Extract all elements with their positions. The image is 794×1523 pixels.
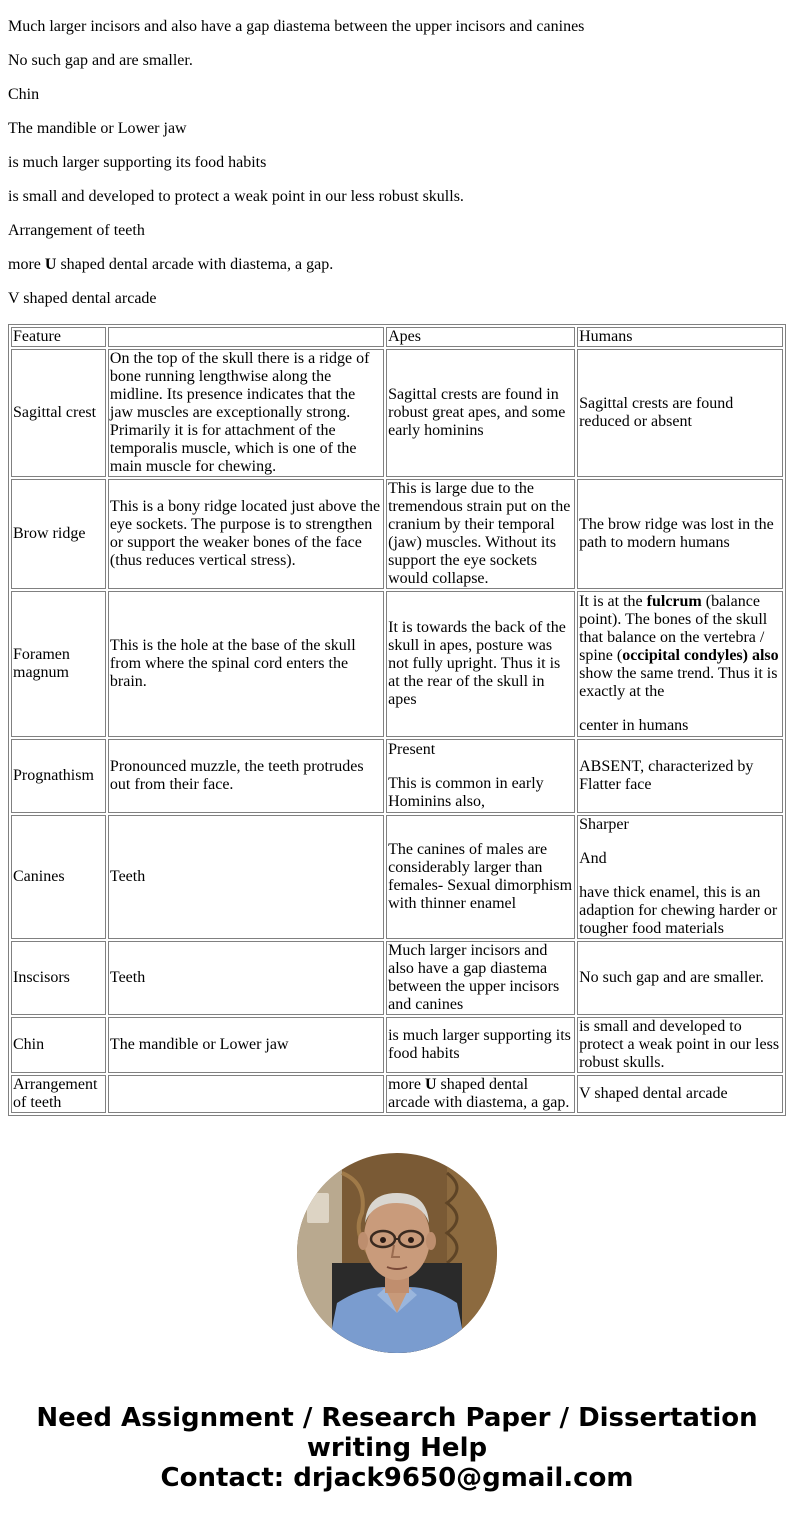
help-banner [0, 1403, 794, 1493]
author-photo [297, 1153, 497, 1353]
text-run: more [8, 256, 45, 273]
cell-apes: Sagittal crests are found in robust great apes, and some early hominins [386, 349, 575, 477]
table-row [11, 1017, 783, 1073]
cell-description: Teeth [108, 941, 384, 1015]
cell-description: This is a bony ridge located just above the eye sockets. The purpose is to strengthen or support the weaker bones of the face (thus reduces vertical stress). [108, 479, 384, 589]
contact-line: Contact: drjack9650@gmail.com [160, 1463, 634, 1493]
text-run: shaped dental arcade with diastema, a gap. [56, 256, 334, 273]
cell-description [108, 1075, 384, 1113]
table-row [11, 349, 783, 477]
text-run: And [579, 850, 607, 867]
text-run: more [388, 1076, 425, 1093]
bold-text: U [424, 1076, 437, 1093]
cell-apes: is much larger supporting its food habits [386, 1017, 575, 1073]
cell-description: This is the hole at the base of the skull from where the spinal cord enters the brain. [108, 591, 384, 737]
bold-text: U [44, 256, 57, 273]
text-run: (balance point). The bones of the skull that balance on the vertebra / spine ( [579, 593, 768, 664]
cell-apes: This is large due to the tremendous strain put on the cranium by their temporal (jaw) muscles. Without its support the eye sockets would collapse. [386, 479, 575, 589]
author-avatar [297, 1153, 497, 1353]
comparison-table [8, 324, 786, 1116]
cell-humans: Sagittal crests are found reduced or absent [577, 349, 783, 477]
intro-line: Much larger incisors and also have a gap diastema between the upper incisors and canines [8, 18, 585, 35]
text-run: show the same trend. Thus it is exactly at the [579, 665, 778, 700]
table-row [11, 1075, 783, 1113]
cell-apes: It is towards the back of the skull in apes, posture was not fully upright. Thus it is at the rear of the skull in apes [386, 591, 575, 737]
cell-apes: The canines of males are considerably larger than females- Sexual dimorphism with thinner enamel [386, 815, 575, 939]
text-run: have thick enamel, this is an adaption for chewing harder or tougher food materials [579, 884, 778, 937]
cell-description: Teeth [108, 815, 384, 939]
header-description [108, 327, 384, 347]
cell-feature: Chin [11, 1017, 106, 1073]
intro-u-line [8, 256, 786, 274]
cell-apes [386, 739, 575, 813]
cell-description: Pronounced muzzle, the teeth protrudes out from their face. [108, 739, 384, 813]
text-run: It is at the [579, 593, 647, 610]
cell-feature: Sagittal crest [11, 349, 106, 477]
intro-line: Arrangement of teeth [8, 222, 145, 239]
bold-text: occipital condyles) also [622, 647, 779, 664]
cell-humans: V shaped dental arcade [577, 1075, 783, 1113]
cell-humans [577, 591, 783, 737]
cell-feature: Inscisors [11, 941, 106, 1015]
article-content [8, 0, 786, 1116]
table-row [11, 479, 783, 589]
table-header-row [11, 327, 783, 347]
cell-feature: Brow ridge [11, 479, 106, 589]
text-run: This is common in early Hominins also, [388, 775, 544, 810]
cell-humans: ABSENT, characterized by Flatter face [577, 739, 783, 813]
cell-feature: Arrangement of teeth [11, 1075, 106, 1113]
text-run: center in humans [579, 717, 689, 734]
cell-humans: No such gap and are smaller. [577, 941, 783, 1015]
header-feature: Feature [11, 327, 106, 347]
cell-description: On the top of the skull there is a ridge of bone running lengthwise along the midline. Its presence indicates that the jaw muscles are exceptionally strong. Primarily it is for attachment of the temporalis muscle, which is one of the main muscle for chewing. [108, 349, 384, 477]
cell-description: The mandible or Lower jaw [108, 1017, 384, 1073]
table-row [11, 941, 783, 1015]
intro-line: V shaped dental arcade [8, 290, 157, 307]
table-row [11, 591, 783, 737]
bold-text: fulcrum [646, 593, 702, 610]
cell-feature: Canines [11, 815, 106, 939]
text-run: shaped dental arcade with diastema, a gap. [388, 1076, 570, 1111]
intro-line: is small and developed to protect a weak point in our less robust skulls. [8, 188, 464, 205]
header-humans: Humans [577, 327, 783, 347]
intro-line: No such gap and are smaller. [8, 52, 193, 69]
intro-line: The mandible or Lower jaw [8, 120, 187, 137]
intro-line: is much larger supporting its food habits [8, 154, 267, 171]
intro-line: Chin [8, 86, 40, 103]
cell-humans [577, 815, 783, 939]
cell-humans: is small and developed to protect a weak point in our less robust skulls. [577, 1017, 783, 1073]
cell-apes [386, 1075, 575, 1113]
cell-humans: The brow ridge was lost in the path to modern humans [577, 479, 783, 589]
help-line: Need Assignment / Research Paper / Dissertation writing Help [36, 1403, 758, 1463]
table-row [11, 815, 783, 939]
intro-cut-line [8, 0, 786, 2]
table-row [11, 739, 783, 813]
cell-feature: Foramen magnum [11, 591, 106, 737]
text-run: Sharper [579, 816, 629, 833]
header-apes: Apes [386, 327, 575, 347]
text-run: Present [388, 741, 436, 758]
cell-apes: Much larger incisors and also have a gap diastema between the upper incisors and canines [386, 941, 575, 1015]
cell-feature: Prognathism [11, 739, 106, 813]
